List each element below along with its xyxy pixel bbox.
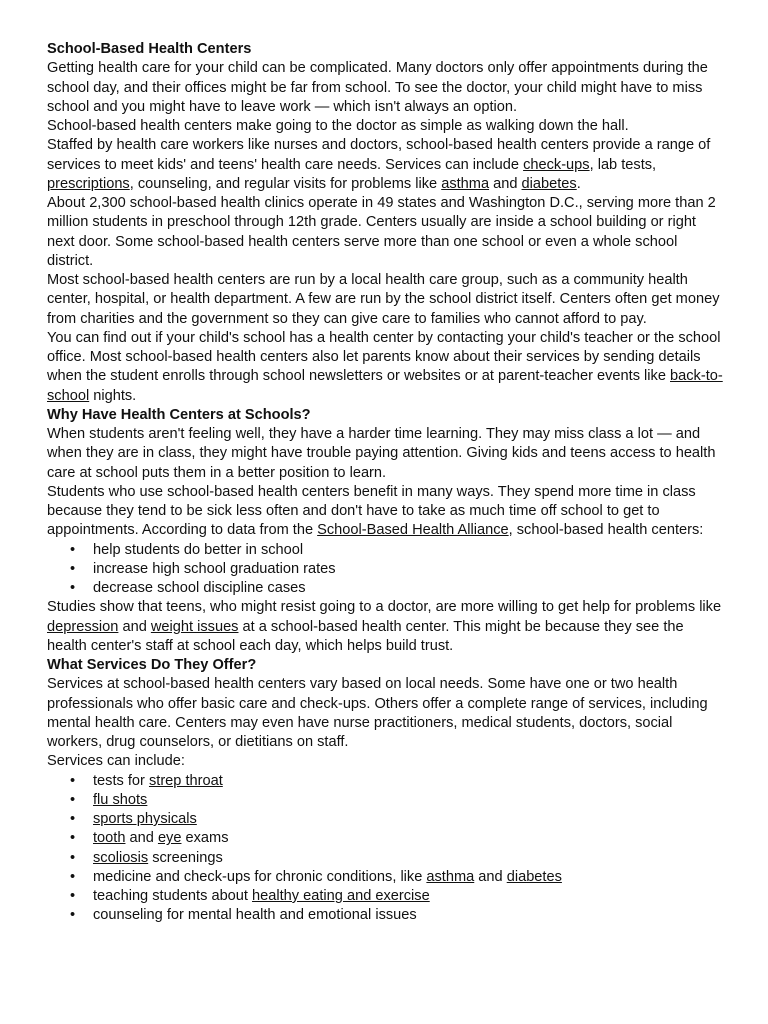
link-back-to-school[interactable]: back-to-school <box>47 368 723 404</box>
text: and <box>489 175 522 192</box>
text: tests for <box>93 772 149 789</box>
link-tooth[interactable]: tooth <box>93 830 126 847</box>
list-item <box>47 772 727 791</box>
why-paragraph-1: When students aren't feeling well, they have a harder time learning. They may miss class a lot — and when they are in class, they might have trouble paying attention. Giving kids and teens access to health care at school puts them in a better position to learn. <box>47 426 716 481</box>
intro-paragraph-3 <box>47 136 727 194</box>
section-heading-why: Why Have Health Centers at Schools? <box>47 406 311 423</box>
link-strep-throat[interactable]: strep throat <box>148 772 223 789</box>
text: at a school-based health center. This might be because they see the health center's staff at school each day, which helps build trust. <box>47 618 684 654</box>
list-item <box>47 849 727 868</box>
list-item: • help students do better in school <box>47 541 727 560</box>
link-asthma[interactable]: asthma <box>426 868 475 885</box>
link-eye[interactable]: eye <box>157 830 182 847</box>
intro-paragraph-1: Getting health care for your child can be complicated. Many doctors only offer appointments during the school day, and their offices might be far from school. To see the doctor, your child might have to miss school and you might have to leave work — which isn't always an option. <box>47 60 708 115</box>
text: , counseling, and regular visits for problems like <box>129 175 442 192</box>
text: exams <box>181 830 229 847</box>
list-item: • decrease school discipline cases <box>47 579 727 598</box>
link-flu-shots[interactable]: flu shots <box>93 791 148 808</box>
text: and <box>118 618 151 635</box>
link-diabetes[interactable]: diabetes <box>506 868 562 885</box>
link-school-based-health-alliance[interactable]: School-Based Health Alliance <box>317 522 509 539</box>
text: and <box>474 868 507 885</box>
text: nights. <box>89 387 137 404</box>
link-weight-issues[interactable]: weight issues <box>150 618 239 635</box>
text: , school-based health centers: <box>508 522 704 539</box>
services-paragraph-2: Services can include: <box>47 753 185 770</box>
text: You can find out if your child's school has a health center by contacting your child's teacher or the school office. Most school-based health centers also let parents know about their services by sending details when the student enrolls through school newsletters or websites or at parent-teacher events like <box>47 329 721 385</box>
why-paragraph-3 <box>47 598 727 656</box>
list-item <box>47 829 727 848</box>
why-paragraph-2 <box>47 483 727 541</box>
link-check-ups[interactable]: check-ups <box>523 156 590 173</box>
list-item <box>47 810 727 829</box>
text: medicine and check-ups for chronic conditions, like <box>93 868 427 885</box>
text: Studies show that teens, who might resist going to a doctor, are more willing to get help for problems like <box>47 599 722 616</box>
link-sports-physicals[interactable]: sports physicals <box>93 811 197 827</box>
section-heading-services: What Services Do They Offer? <box>47 657 257 673</box>
list-item <box>47 887 727 906</box>
text: . <box>576 175 581 192</box>
text: and <box>125 830 158 847</box>
list-item: • increase high school graduation rates <box>47 560 727 579</box>
benefits-list <box>47 541 727 599</box>
text: , lab tests, <box>589 156 657 173</box>
link-asthma[interactable]: asthma <box>441 175 490 192</box>
article <box>47 40 727 926</box>
services-paragraph-1: Services at school-based health centers vary based on local needs. Some have one or two health professionals who offer basic care and check-ups. Others offer a complete range of services, including mental health care. Centers may even have nurse practitioners, medical students, doctors, social workers, drug counselors, or dietitians on staff. <box>47 676 708 750</box>
intro-paragraph-6 <box>47 329 727 406</box>
list-item <box>47 791 727 810</box>
list-item <box>47 868 727 887</box>
link-depression[interactable]: depression <box>47 618 119 635</box>
intro-paragraph-5: Most school-based health centers are run by a local health care group, such as a community health center, hospital, or health department. A few are run by the school district itself. Centers often get money from charities and the government so they can give care to families who cannot afford to pay. <box>47 272 720 327</box>
link-diabetes[interactable]: diabetes <box>521 175 577 192</box>
link-prescriptions[interactable]: prescriptions <box>47 175 130 192</box>
text: screenings <box>148 849 223 866</box>
text: teaching students about <box>93 888 253 904</box>
link-scoliosis[interactable]: scoliosis <box>93 849 149 866</box>
list-item: • counseling for mental health and emotional issues <box>47 906 727 925</box>
text: Staffed by health care workers like nurses and doctors, school-based health centers provide a range of services to meet kids' and teens' health care needs. Services can include <box>47 137 711 173</box>
intro-paragraph-4: About 2,300 school-based health clinics operate in 49 states and Washington D.C., serving more than 2 million students in preschool through 12th grade. Centers usually are inside a school building or right next door. Some school-based health centers serve more than one school or even a whole school district. <box>47 195 716 269</box>
page-title: School-Based Health Centers <box>47 41 252 57</box>
text: Students who use school-based health centers benefit in many ways. They spend more time in class because they tend to be sick less often and don't have to take as much time off school to get to appointments. According to data from the <box>47 483 696 539</box>
intro-paragraph-2: School-based health centers make going to the doctor as simple as walking down the hall. <box>47 118 629 134</box>
services-list <box>47 772 727 926</box>
link-healthy-eating-and-exercise[interactable]: healthy eating and exercise <box>252 888 430 904</box>
